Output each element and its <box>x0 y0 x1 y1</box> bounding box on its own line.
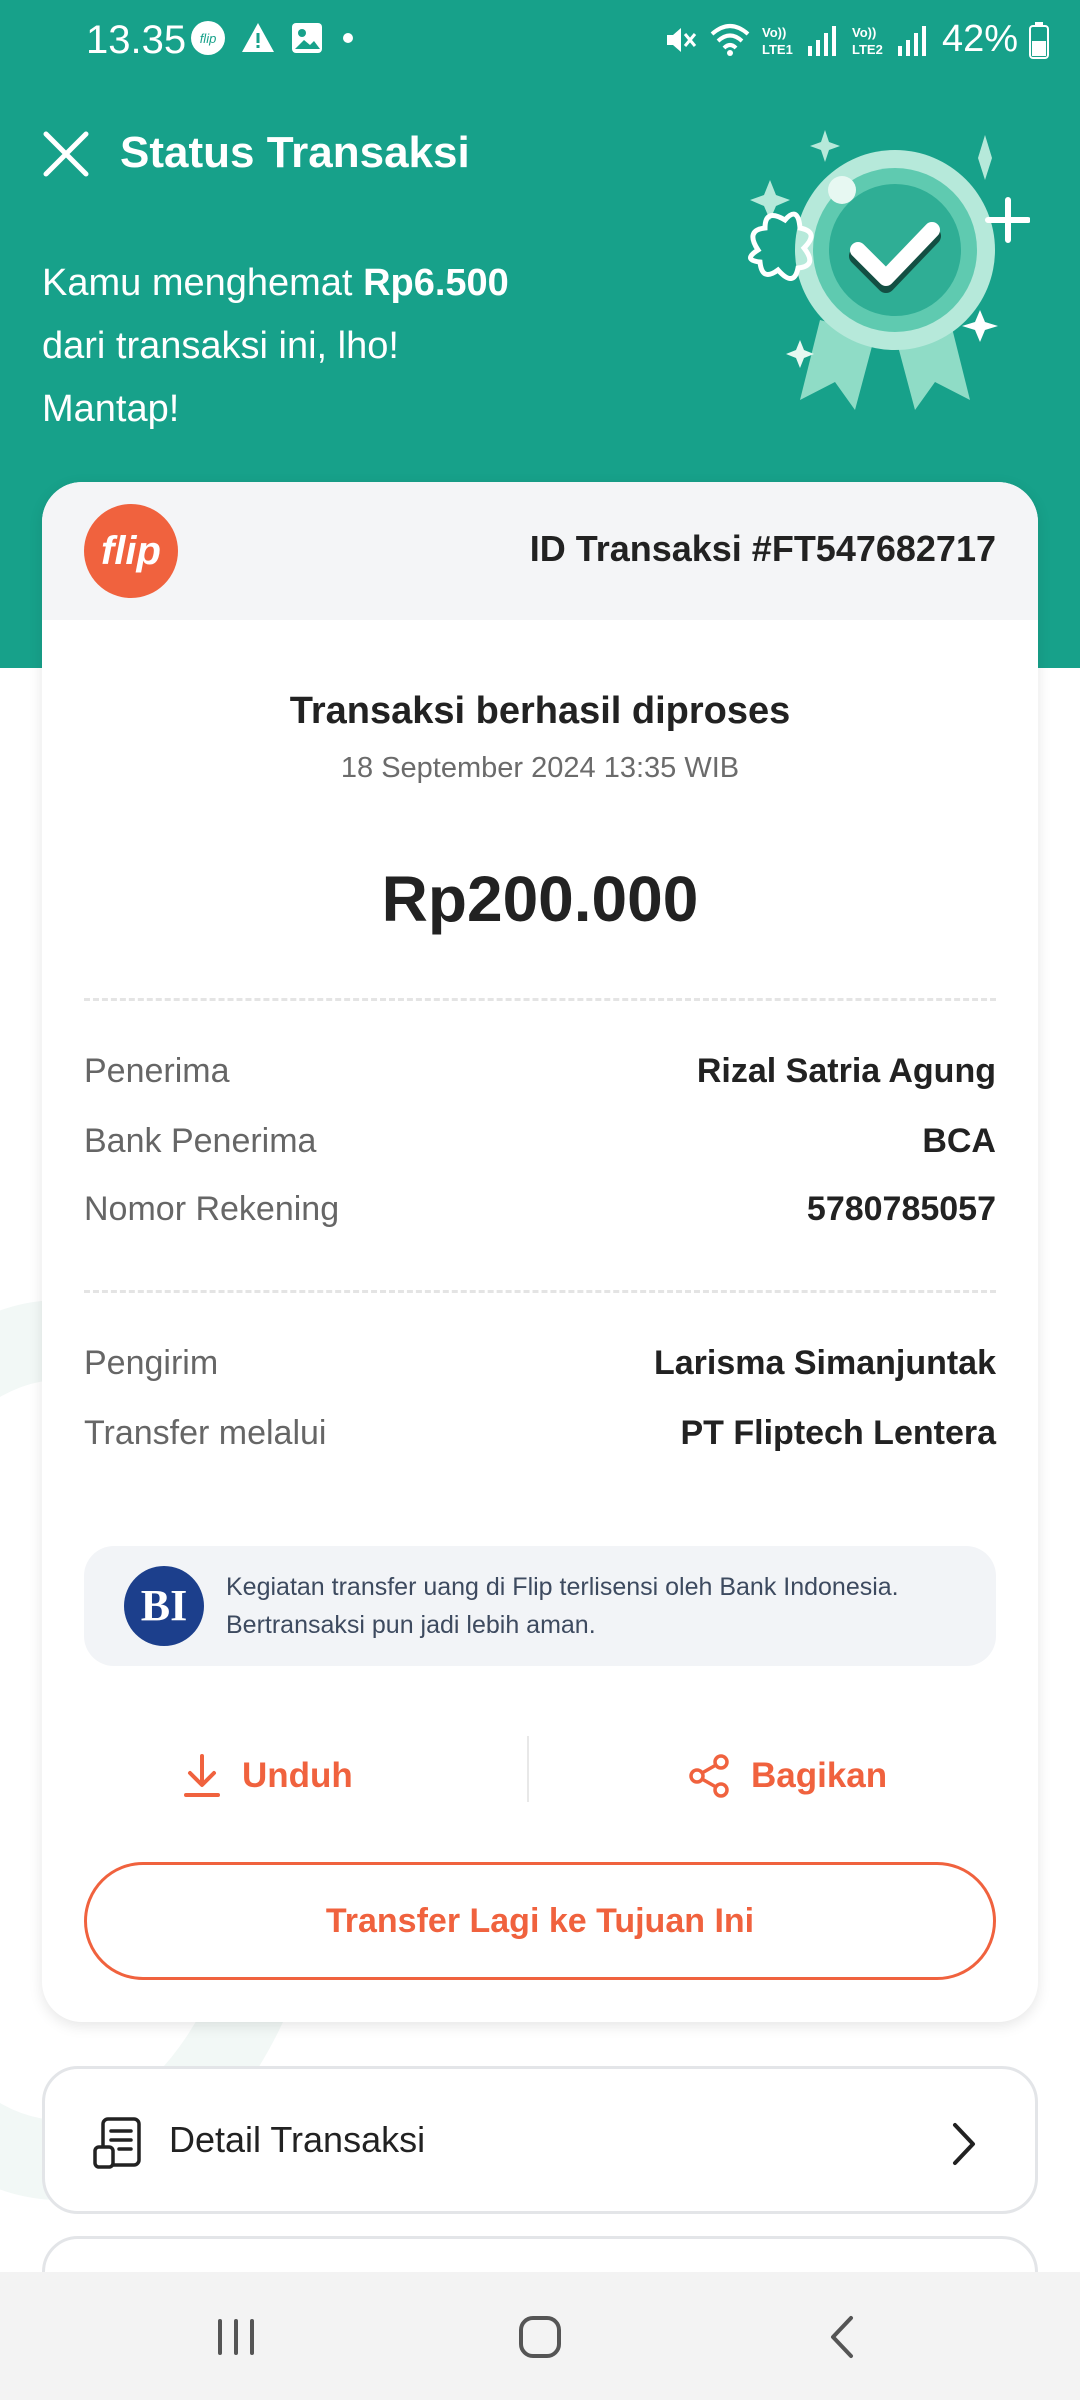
wifi-icon <box>708 22 752 58</box>
status-time: 13.35 <box>86 18 187 62</box>
divider <box>84 998 996 1001</box>
status-bar <box>0 0 1080 78</box>
receipt-card <box>42 482 1038 2022</box>
svg-text:LTE2: LTE2 <box>851 41 883 57</box>
lte2-signal-icon <box>852 20 932 60</box>
home-icon <box>517 2314 563 2360</box>
savings-line3: Mantap! <box>42 388 180 430</box>
row-label: Transfer melalui <box>84 1414 327 1452</box>
svg-text:Vo)): Vo)) <box>761 24 787 40</box>
savings-message <box>42 252 602 441</box>
close-icon[interactable] <box>40 128 92 180</box>
share-button[interactable] <box>687 1746 887 1806</box>
license-text <box>226 1568 966 1644</box>
row-value: 5780785057 <box>806 1190 996 1228</box>
image-icon <box>290 21 324 55</box>
bank-indonesia-logo: BI <box>124 1566 204 1646</box>
battery-percent: 42% <box>941 18 1018 60</box>
page-title: Status Transaksi <box>120 128 470 177</box>
row-value: BCA <box>922 1122 996 1160</box>
detail-row-bank <box>84 1122 996 1174</box>
chevron-right-icon <box>949 2119 979 2169</box>
receipt-list-icon <box>91 2115 147 2171</box>
transfer-again-button[interactable]: Transfer Lagi ke Tujuan Ini <box>84 1862 996 1980</box>
share-icon <box>687 1752 731 1800</box>
license-text-line2: Bertransaksi pun jadi lebih aman. <box>226 1611 596 1639</box>
license-text-line1: Kegiatan transfer uang di Flip terlisensi oleh Bank Indonesia. <box>226 1573 899 1601</box>
transaction-amount: Rp200.000 <box>381 863 699 935</box>
savings-line2: dari transaksi ini, lho! <box>42 325 399 367</box>
transaction-id: ID Transaksi #FT547682717 <box>529 528 996 569</box>
warning-icon <box>240 20 276 56</box>
savings-amount: Rp6.500 <box>363 262 509 304</box>
row-value: PT Fliptech Lentera <box>680 1414 996 1452</box>
mute-icon <box>662 22 698 58</box>
download-icon <box>182 1752 222 1800</box>
row-label: Bank Penerima <box>84 1122 317 1160</box>
savings-prefix: Kamu menghemat <box>42 262 364 304</box>
receipt-card-header <box>42 482 1038 620</box>
divider <box>84 1290 996 1293</box>
row-value: Larisma Simanjuntak <box>653 1344 996 1382</box>
svg-text:flip: flip <box>199 31 217 46</box>
dot-icon <box>338 28 358 48</box>
lte1-signal-icon <box>762 20 842 60</box>
back-icon <box>827 2314 857 2360</box>
transaction-date: 18 September 2024 13:35 WIB <box>340 752 740 784</box>
success-badge-illustration <box>740 120 1030 410</box>
notification-icons <box>190 20 358 56</box>
detail-row-recipient <box>84 1052 996 1104</box>
battery-icon <box>1028 21 1050 59</box>
row-value: Rizal Satria Agung <box>696 1052 996 1090</box>
flip-logo: flip <box>84 504 178 598</box>
svg-text:Vo)): Vo)) <box>851 24 877 40</box>
transaction-status: Transaksi berhasil diproses <box>289 690 791 732</box>
share-label: Bagikan <box>751 1756 888 1795</box>
action-divider <box>527 1736 529 1802</box>
row-label: Pengirim <box>84 1344 219 1382</box>
transaction-detail-row[interactable] <box>42 2066 1038 2214</box>
transaction-detail-label: Detail Transaksi <box>169 2119 426 2160</box>
home-button[interactable] <box>500 2302 580 2372</box>
download-label: Unduh <box>242 1756 353 1795</box>
row-label: Nomor Rekening <box>84 1190 340 1228</box>
recent-apps-icon <box>214 2317 258 2357</box>
row-label: Penerima <box>84 1052 230 1090</box>
flip-notification-icon <box>190 20 226 56</box>
detail-row-account-number <box>84 1190 996 1242</box>
recent-apps-button[interactable] <box>196 2302 276 2372</box>
back-button[interactable] <box>802 2302 882 2372</box>
license-info-box <box>84 1546 996 1666</box>
detail-row-transfer-via <box>84 1414 996 1466</box>
svg-text:LTE1: LTE1 <box>761 41 793 57</box>
system-icons <box>662 18 1050 61</box>
detail-row-sender <box>84 1344 996 1396</box>
download-button[interactable] <box>182 1746 353 1806</box>
system-nav-bar <box>0 2272 1080 2400</box>
